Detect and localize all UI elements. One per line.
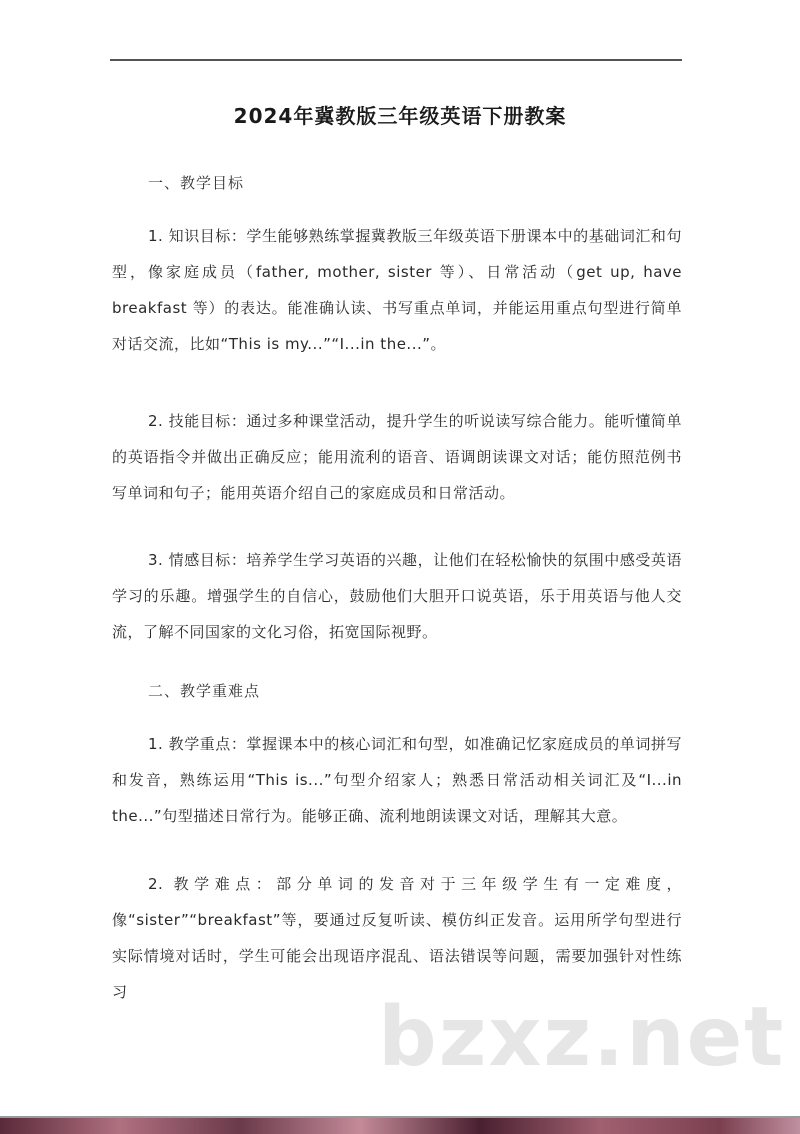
section-heading-objectives: 一、教学目标 <box>148 174 245 192</box>
paragraph-teaching-difficulty: 2. 教学难点：部分单词的发音对于三年级学生有一定难度，像“sister”“breakfast”等，要通过反复听读、模仿纠正发音。运用所学句型进行实际情境对话时，学生可能会出现语序混乱、语法错误等问题，需要加强针对性练习 <box>112 875 682 1001</box>
site-watermark: bzxz.net <box>378 990 786 1085</box>
paragraph-knowledge-objective: 1. 知识目标：学生能够熟练掌握冀教版三年级英语下册课本中的基础词汇和句型，像家庭成员（father, mother, sister 等）、日常活动（get up, have breakfast 等）的表达。能准确认读、书写重点单词，并能运用重点句型进行简单对话交流，比如“This is my...”“I...in the...”。 <box>112 227 682 353</box>
section-heading-key-points: 二、教学重难点 <box>148 682 261 700</box>
next-page-strip <box>0 1118 800 1134</box>
top-divider <box>110 59 682 61</box>
paragraph-teaching-focus: 1. 教学重点：掌握课本中的核心词汇和句型，如准确记忆家庭成员的单词拼写和发音，熟练运用“This is...”句型介绍家人；熟悉日常活动相关词汇及“I...in the...”句型描述日常行为。能够正确、流利地朗读课文对话，理解其大意。 <box>112 735 682 825</box>
document-title: 2024年冀教版三年级英语下册教案 <box>233 104 567 128</box>
paragraph-emotion-objective: 3. 情感目标：培养学生学习英语的兴趣，让他们在轻松愉快的氛围中感受英语学习的乐趣。增强学生的自信心，鼓励他们大胆开口说英语，乐于用英语与他人交流，了解不同国家的文化习俗，拓宽国际视野。 <box>112 551 682 641</box>
paragraph-skill-objective: 2. 技能目标：通过多种课堂活动，提升学生的听说读写综合能力。能听懂简单的英语指令并做出正确反应；能用流利的语音、语调朗读课文对话；能仿照范例书写单词和句子；能用英语介绍自己的家庭成员和日常活动。 <box>112 412 682 502</box>
